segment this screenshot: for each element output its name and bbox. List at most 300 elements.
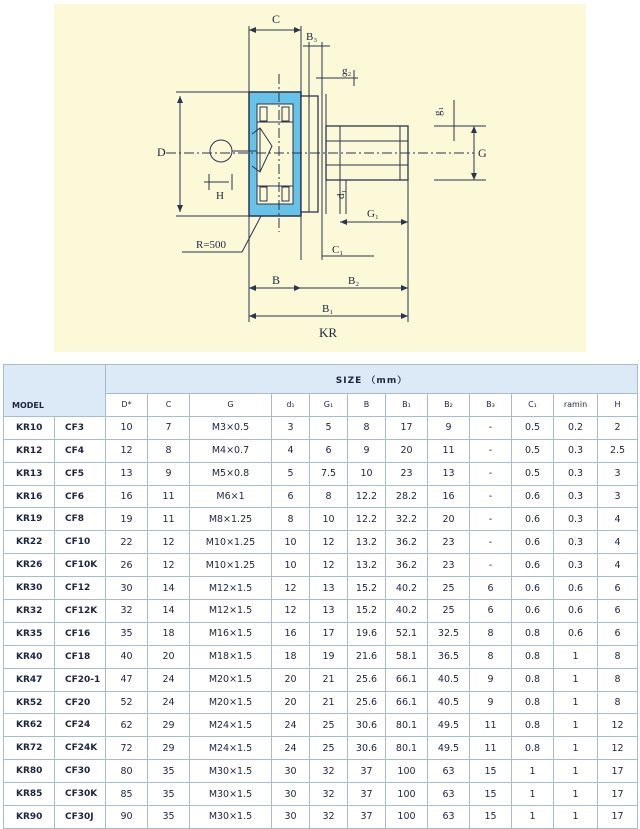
value-cell: 30: [106, 577, 148, 600]
value-cell: M3×0.5: [190, 416, 272, 439]
value-cell: 1: [554, 737, 598, 760]
value-cell: 63: [428, 806, 470, 829]
label-G1: G₁: [367, 208, 379, 220]
table-row: [4, 622, 638, 645]
column-header: C: [148, 394, 190, 417]
cf-model-cell: CF30: [55, 760, 106, 783]
value-cell: 85: [106, 783, 148, 806]
value-cell: 1: [554, 760, 598, 783]
value-cell: 80.1: [386, 737, 428, 760]
kr-model-cell: KR10: [4, 416, 55, 439]
table-row: [4, 508, 638, 531]
label-D: D: [157, 145, 166, 159]
value-cell: 20: [272, 691, 310, 714]
technical-drawing: [54, 4, 586, 352]
value-cell: 20: [428, 508, 470, 531]
value-cell: 6: [272, 485, 310, 508]
cf-model-cell: CF30J: [55, 806, 106, 829]
value-cell: 32: [310, 760, 348, 783]
value-cell: M24×1.5: [190, 737, 272, 760]
kr-model-cell: KR16: [4, 485, 55, 508]
value-cell: 80.1: [386, 714, 428, 737]
column-header: B₃: [470, 394, 512, 417]
value-cell: 1: [554, 714, 598, 737]
kr-model-cell: KR13: [4, 462, 55, 485]
value-cell: 3: [598, 485, 638, 508]
value-cell: 12.2: [348, 485, 386, 508]
value-cell: 0.6: [554, 600, 598, 623]
value-cell: 32: [310, 783, 348, 806]
cf-model-cell: CF5: [55, 462, 106, 485]
column-header: H: [598, 394, 638, 417]
value-cell: 20: [148, 645, 190, 668]
table-row: [4, 691, 638, 714]
column-header: ramin: [554, 394, 598, 417]
value-cell: 6: [598, 622, 638, 645]
value-cell: M12×1.5: [190, 577, 272, 600]
value-cell: 0.3: [554, 485, 598, 508]
column-header: B: [348, 394, 386, 417]
value-cell: 12: [310, 554, 348, 577]
kr-model-cell: KR80: [4, 760, 55, 783]
table-row: [4, 783, 638, 806]
value-cell: 2.5: [598, 439, 638, 462]
value-cell: 1: [512, 806, 554, 829]
value-cell: -: [470, 439, 512, 462]
table-row: [4, 462, 638, 485]
value-cell: M5×0.8: [190, 462, 272, 485]
value-cell: 19: [310, 645, 348, 668]
value-cell: 24: [272, 714, 310, 737]
value-cell: M18×1.5: [190, 645, 272, 668]
value-cell: 29: [148, 714, 190, 737]
value-cell: 17: [310, 622, 348, 645]
value-cell: 0.8: [512, 691, 554, 714]
spec-table: [3, 364, 638, 829]
table-row: [4, 714, 638, 737]
value-cell: 4: [598, 554, 638, 577]
value-cell: 8: [310, 485, 348, 508]
value-cell: 25.6: [348, 668, 386, 691]
value-cell: 0.5: [512, 462, 554, 485]
value-cell: 0.8: [512, 622, 554, 645]
value-cell: 40.5: [428, 691, 470, 714]
value-cell: 0.8: [512, 737, 554, 760]
value-cell: 13: [310, 600, 348, 623]
kr-model-cell: KR30: [4, 577, 55, 600]
model-header: [4, 365, 106, 417]
value-cell: 0.5: [512, 439, 554, 462]
value-cell: 36.5: [428, 645, 470, 668]
value-cell: 36.2: [386, 531, 428, 554]
value-cell: 24: [272, 737, 310, 760]
label-KR: KR: [319, 325, 338, 340]
kr-model-cell: KR40: [4, 645, 55, 668]
value-cell: 4: [598, 508, 638, 531]
value-cell: M10×1.25: [190, 554, 272, 577]
value-cell: 19.6: [348, 622, 386, 645]
value-cell: 16: [106, 485, 148, 508]
value-cell: 17: [598, 806, 638, 829]
value-cell: M8×1.25: [190, 508, 272, 531]
value-cell: 13.2: [348, 554, 386, 577]
value-cell: 25: [310, 737, 348, 760]
cf-model-cell: CF30K: [55, 783, 106, 806]
value-cell: 1: [512, 760, 554, 783]
value-cell: 0.3: [554, 531, 598, 554]
value-cell: 0.8: [512, 668, 554, 691]
value-cell: 12: [598, 714, 638, 737]
value-cell: 11: [428, 439, 470, 462]
label-R: R=500: [196, 239, 227, 251]
cf-model-cell: CF20: [55, 691, 106, 714]
value-cell: 4: [598, 531, 638, 554]
label-C: C: [272, 12, 281, 26]
value-cell: 13: [428, 462, 470, 485]
value-cell: 6: [598, 600, 638, 623]
size-header: SIZE （mm）: [106, 365, 638, 394]
value-cell: 63: [428, 783, 470, 806]
value-cell: 66.1: [386, 691, 428, 714]
value-cell: 36.2: [386, 554, 428, 577]
column-header: d₁: [272, 394, 310, 417]
value-cell: 35: [148, 760, 190, 783]
kr-model-cell: KR35: [4, 622, 55, 645]
kr-model-cell: KR62: [4, 714, 55, 737]
value-cell: 12: [106, 439, 148, 462]
cf-model-cell: CF6: [55, 485, 106, 508]
value-cell: 32.2: [386, 508, 428, 531]
value-cell: -: [470, 462, 512, 485]
value-cell: 35: [148, 806, 190, 829]
value-cell: 16: [428, 485, 470, 508]
value-cell: 40.5: [428, 668, 470, 691]
value-cell: 12: [272, 600, 310, 623]
value-cell: 100: [386, 760, 428, 783]
value-cell: 30.6: [348, 714, 386, 737]
value-cell: -: [470, 508, 512, 531]
value-cell: 28.2: [386, 485, 428, 508]
value-cell: 17: [598, 783, 638, 806]
value-cell: 0.6: [512, 508, 554, 531]
kr-model-cell: KR72: [4, 737, 55, 760]
kr-model-cell: KR47: [4, 668, 55, 691]
value-cell: 37: [348, 783, 386, 806]
value-cell: 100: [386, 783, 428, 806]
value-cell: 8: [598, 668, 638, 691]
table-row: [4, 485, 638, 508]
value-cell: 17: [386, 416, 428, 439]
value-cell: 14: [148, 577, 190, 600]
cf-model-cell: CF8: [55, 508, 106, 531]
value-cell: M10×1.25: [190, 531, 272, 554]
value-cell: 14: [148, 600, 190, 623]
value-cell: 17: [598, 760, 638, 783]
value-cell: 10: [348, 462, 386, 485]
value-cell: 32: [310, 806, 348, 829]
value-cell: 62: [106, 714, 148, 737]
value-cell: 8: [470, 622, 512, 645]
label-g2: g₂: [342, 65, 352, 77]
value-cell: 0.6: [512, 531, 554, 554]
value-cell: 0.3: [554, 462, 598, 485]
value-cell: 9: [470, 691, 512, 714]
value-cell: 18: [148, 622, 190, 645]
cf-model-cell: CF12: [55, 577, 106, 600]
value-cell: 18: [272, 645, 310, 668]
value-cell: 23: [428, 531, 470, 554]
table-row: [4, 554, 638, 577]
cf-model-cell: CF10: [55, 531, 106, 554]
value-cell: 20: [386, 439, 428, 462]
value-cell: 15.2: [348, 600, 386, 623]
value-cell: 49.5: [428, 714, 470, 737]
value-cell: 5: [272, 462, 310, 485]
value-cell: 90: [106, 806, 148, 829]
column-header: C₁: [512, 394, 554, 417]
value-cell: 80: [106, 760, 148, 783]
label-B: B: [272, 273, 281, 287]
value-cell: 52.1: [386, 622, 428, 645]
value-cell: 0.8: [512, 714, 554, 737]
value-cell: M4×0.7: [190, 439, 272, 462]
cf-model-cell: CF4: [55, 439, 106, 462]
value-cell: 8: [348, 416, 386, 439]
value-cell: 10: [310, 508, 348, 531]
value-cell: -: [470, 531, 512, 554]
value-cell: 72: [106, 737, 148, 760]
kr-model-cell: KR12: [4, 439, 55, 462]
label-g1: g₁: [432, 106, 444, 116]
value-cell: M30×1.5: [190, 783, 272, 806]
value-cell: 25: [428, 577, 470, 600]
value-cell: M20×1.5: [190, 668, 272, 691]
value-cell: 1: [554, 691, 598, 714]
spec-table-body: [4, 365, 638, 829]
table-row: [4, 416, 638, 439]
value-cell: 0.2: [554, 416, 598, 439]
value-cell: 11: [148, 508, 190, 531]
value-cell: M6×1: [190, 485, 272, 508]
value-cell: 1: [554, 645, 598, 668]
value-cell: 12: [148, 531, 190, 554]
table-row: [4, 806, 638, 829]
value-cell: 63: [428, 760, 470, 783]
value-cell: 52: [106, 691, 148, 714]
value-cell: 4: [272, 439, 310, 462]
value-cell: 23: [428, 554, 470, 577]
value-cell: 9: [428, 416, 470, 439]
value-cell: 37: [348, 806, 386, 829]
value-cell: 15: [470, 760, 512, 783]
value-cell: 49.5: [428, 737, 470, 760]
value-cell: 30: [272, 806, 310, 829]
value-cell: M20×1.5: [190, 691, 272, 714]
column-header: D*: [106, 394, 148, 417]
value-cell: 22: [106, 531, 148, 554]
value-cell: 12: [598, 737, 638, 760]
value-cell: 10: [106, 416, 148, 439]
cf-model-cell: CF3: [55, 416, 106, 439]
value-cell: 0.6: [512, 600, 554, 623]
value-cell: 12: [148, 554, 190, 577]
cf-model-cell: CF16: [55, 622, 106, 645]
table-header-row: [4, 365, 638, 394]
value-cell: 15: [470, 783, 512, 806]
kr-model-cell: KR22: [4, 531, 55, 554]
column-header: B₂: [428, 394, 470, 417]
value-cell: 1: [554, 783, 598, 806]
table-row: [4, 645, 638, 668]
table-row: [4, 737, 638, 760]
value-cell: M30×1.5: [190, 760, 272, 783]
value-cell: M12×1.5: [190, 600, 272, 623]
table-row: [4, 531, 638, 554]
value-cell: 0.3: [554, 439, 598, 462]
value-cell: 2: [598, 416, 638, 439]
value-cell: 15.2: [348, 577, 386, 600]
value-cell: 8: [598, 645, 638, 668]
value-cell: 21: [310, 691, 348, 714]
value-cell: 9: [348, 439, 386, 462]
label-d1: d₁: [335, 189, 347, 199]
label-H: H: [216, 190, 224, 202]
value-cell: 0.6: [512, 554, 554, 577]
kr-model-cell: KR32: [4, 600, 55, 623]
cf-model-cell: CF24: [55, 714, 106, 737]
value-cell: 29: [148, 737, 190, 760]
value-cell: 0.6: [554, 577, 598, 600]
value-cell: 1: [512, 783, 554, 806]
value-cell: 40: [106, 645, 148, 668]
cf-model-cell: CF24K: [55, 737, 106, 760]
value-cell: 13: [106, 462, 148, 485]
value-cell: 24: [148, 668, 190, 691]
value-cell: 5: [310, 416, 348, 439]
cf-model-cell: CF12K: [55, 600, 106, 623]
table-row: [4, 600, 638, 623]
value-cell: M24×1.5: [190, 714, 272, 737]
value-cell: 25: [428, 600, 470, 623]
kr-model-cell: KR90: [4, 806, 55, 829]
value-cell: 19: [106, 508, 148, 531]
drawing-svg: [54, 4, 586, 352]
value-cell: 25.6: [348, 691, 386, 714]
value-cell: M30×1.5: [190, 806, 272, 829]
value-cell: 0.6: [512, 577, 554, 600]
value-cell: -: [470, 554, 512, 577]
value-cell: 11: [470, 737, 512, 760]
label-B2: B₂: [348, 275, 360, 287]
value-cell: 10: [272, 554, 310, 577]
cf-model-cell: CF18: [55, 645, 106, 668]
value-cell: 6: [310, 439, 348, 462]
value-cell: 13.2: [348, 531, 386, 554]
value-cell: 8: [148, 439, 190, 462]
kr-model-cell: KR52: [4, 691, 55, 714]
value-cell: 1: [554, 668, 598, 691]
value-cell: 25: [310, 714, 348, 737]
column-header: G: [190, 394, 272, 417]
value-cell: 12: [272, 577, 310, 600]
value-cell: 0.3: [554, 554, 598, 577]
value-cell: 47: [106, 668, 148, 691]
value-cell: 8: [470, 645, 512, 668]
value-cell: 37: [348, 760, 386, 783]
column-header: B₁: [386, 394, 428, 417]
value-cell: 6: [470, 577, 512, 600]
value-cell: 0.8: [512, 645, 554, 668]
value-cell: 6: [470, 600, 512, 623]
value-cell: 20: [272, 668, 310, 691]
value-cell: 16: [272, 622, 310, 645]
value-cell: 8: [272, 508, 310, 531]
cf-model-cell: CF20-1: [55, 668, 106, 691]
label-B3: B₃: [306, 31, 318, 43]
value-cell: 9: [470, 668, 512, 691]
value-cell: 26: [106, 554, 148, 577]
value-cell: 40.2: [386, 600, 428, 623]
table-row: [4, 439, 638, 462]
value-cell: 8: [598, 691, 638, 714]
model-label: MODEL: [12, 401, 44, 411]
value-cell: 30: [272, 783, 310, 806]
value-cell: 1: [554, 806, 598, 829]
value-cell: 3: [272, 416, 310, 439]
value-cell: 15: [470, 806, 512, 829]
value-cell: -: [470, 416, 512, 439]
value-cell: 23: [386, 462, 428, 485]
value-cell: 11: [470, 714, 512, 737]
table-row: [4, 577, 638, 600]
value-cell: 11: [148, 485, 190, 508]
value-cell: 9: [148, 462, 190, 485]
value-cell: 0.6: [512, 485, 554, 508]
value-cell: 0.3: [554, 508, 598, 531]
lube-hole: [210, 140, 232, 162]
kr-model-cell: KR19: [4, 508, 55, 531]
value-cell: 35: [106, 622, 148, 645]
value-cell: 40.2: [386, 577, 428, 600]
value-cell: -: [470, 485, 512, 508]
value-cell: 7: [148, 416, 190, 439]
value-cell: 13: [310, 577, 348, 600]
value-cell: 0.6: [554, 622, 598, 645]
value-cell: 58.1: [386, 645, 428, 668]
value-cell: 12.2: [348, 508, 386, 531]
column-header: G₁: [310, 394, 348, 417]
value-cell: 100: [386, 806, 428, 829]
label-G: G: [478, 146, 487, 160]
value-cell: 7.5: [310, 462, 348, 485]
kr-model-cell: KR26: [4, 554, 55, 577]
value-cell: 66.1: [386, 668, 428, 691]
table-row: [4, 760, 638, 783]
value-cell: 10: [272, 531, 310, 554]
value-cell: 21.6: [348, 645, 386, 668]
value-cell: 32.5: [428, 622, 470, 645]
value-cell: 30.6: [348, 737, 386, 760]
label-B1: B₁: [322, 303, 334, 315]
value-cell: 35: [148, 783, 190, 806]
value-cell: 0.5: [512, 416, 554, 439]
value-cell: 24: [148, 691, 190, 714]
value-cell: 6: [598, 577, 638, 600]
cf-model-cell: CF10K: [55, 554, 106, 577]
value-cell: 3: [598, 462, 638, 485]
value-cell: 32: [106, 600, 148, 623]
value-cell: 30: [272, 760, 310, 783]
